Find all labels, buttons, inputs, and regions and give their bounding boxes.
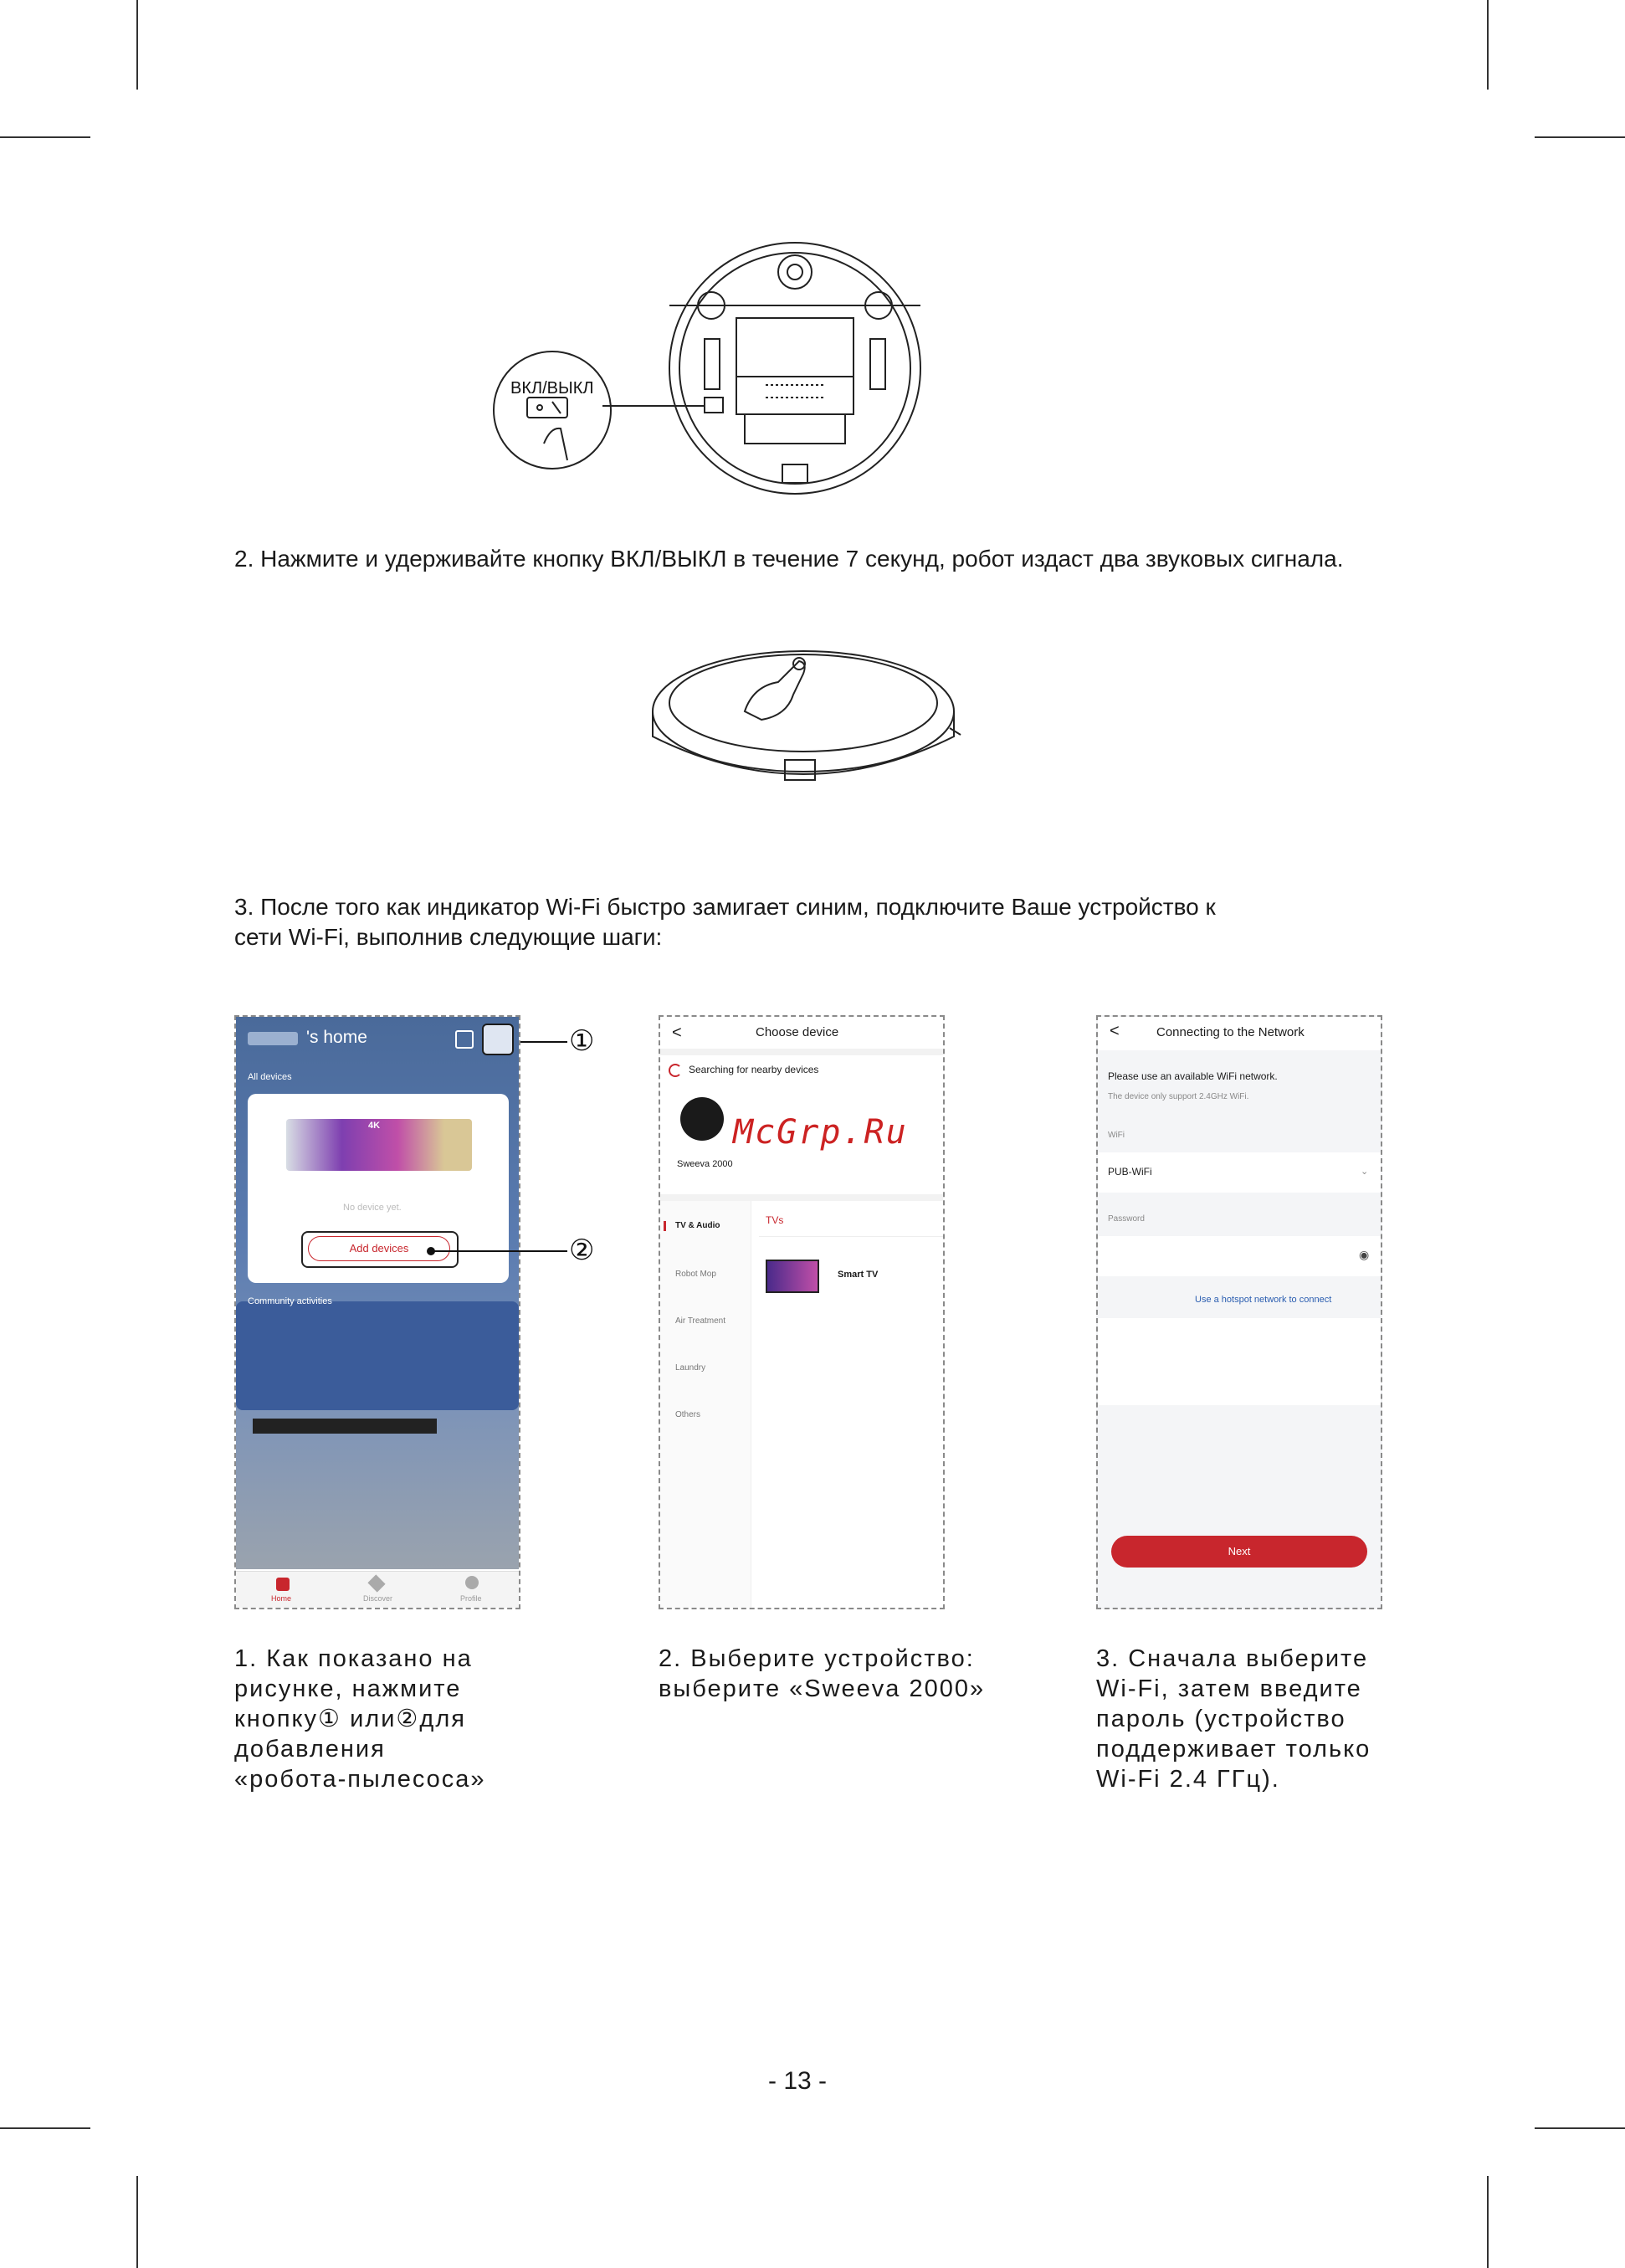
callout-2: ② xyxy=(569,1234,595,1267)
crop-mark xyxy=(0,2127,90,2129)
callout-1: ① xyxy=(569,1024,595,1058)
home-title: 's home xyxy=(306,1028,367,1047)
tab-discover[interactable]: Discover xyxy=(363,1594,393,1603)
crop-mark xyxy=(136,0,138,90)
switch-label: ВКЛ/ВЫКЛ xyxy=(510,379,594,398)
scan-icon[interactable] xyxy=(455,1030,474,1049)
instruction-text: Please use an available WiFi network. xyxy=(1108,1070,1278,1082)
eye-icon[interactable]: ◉ xyxy=(1359,1248,1370,1261)
searching-spinner-icon xyxy=(669,1064,682,1077)
chevron-down-icon[interactable]: ⌄ xyxy=(1361,1167,1369,1177)
category-others[interactable]: Others xyxy=(675,1410,701,1419)
page-number: - 13 - xyxy=(768,2067,828,2095)
step-2-text: 2. Нажмите и удерживайте кнопку ВКЛ/ВЫКЛ в течение 7 секунд, робот издаст два звуковых сигнала. xyxy=(234,546,1344,572)
next-button[interactable]: Next xyxy=(1111,1536,1367,1568)
smart-tv-thumbnail[interactable] xyxy=(766,1260,819,1293)
header-separator xyxy=(660,1049,943,1055)
content-area xyxy=(1098,1318,1381,1405)
password-input[interactable] xyxy=(1098,1236,1381,1276)
category-laundry[interactable]: Laundry xyxy=(675,1363,706,1373)
page-title: Choose device xyxy=(756,1025,839,1039)
add-circle-button[interactable] xyxy=(482,1024,514,1055)
callout-dot-2 xyxy=(427,1247,435,1255)
category-active-indicator xyxy=(664,1221,666,1231)
wifi-select[interactable]: PUB-WiFi xyxy=(1108,1166,1152,1178)
crop-mark xyxy=(1535,136,1625,138)
crop-mark xyxy=(136,2176,138,2268)
crop-mark xyxy=(1535,2127,1625,2129)
section-title-tvs: TVs xyxy=(766,1214,784,1226)
wifi-label: WiFi xyxy=(1108,1131,1125,1140)
home-icon xyxy=(276,1578,290,1591)
robot-top-illustration xyxy=(644,636,962,803)
crop-mark xyxy=(1487,2176,1489,2268)
crop-mark xyxy=(0,136,90,138)
phone-screen-network xyxy=(1096,1015,1382,1609)
section-underline xyxy=(759,1236,943,1237)
coffee-table xyxy=(253,1419,437,1434)
phone-screen-home xyxy=(234,1015,520,1609)
back-icon[interactable]: < xyxy=(1110,1022,1120,1040)
caption-step-1: 1. Как показано на рисунке, нажмите кнопку① или②для добавления «робота-пылесоса» xyxy=(234,1645,486,1793)
all-devices-label: All devices xyxy=(248,1072,292,1082)
category-air-treatment[interactable]: Air Treatment xyxy=(675,1316,726,1326)
page-title: Connecting to the Network xyxy=(1156,1025,1305,1039)
add-devices-button[interactable]: Add devices xyxy=(308,1236,450,1261)
category-tv-audio[interactable]: TV & Audio xyxy=(675,1221,720,1230)
home-name-placeholder xyxy=(248,1032,298,1045)
caption-step-2: 2. Выберите устройство: выберите «Sweeva 2000» xyxy=(659,1645,986,1702)
tab-profile[interactable]: Profile xyxy=(460,1594,482,1603)
found-device-name[interactable]: Sweeva 2000 xyxy=(677,1159,733,1169)
sofa-image xyxy=(236,1301,519,1410)
caption-step-3: 3. Сначала выберите Wi-Fi, затем введите пароль (устройство поддерживает только Wi-Fi 2.4 ГГц). xyxy=(1096,1645,1371,1793)
profile-icon xyxy=(465,1576,479,1589)
step-3-text-line1: 3. После того как индикатор Wi-Fi быстро замигает синим, подключите Ваше устройство к xyxy=(234,894,1216,920)
watermark: McGrp.Ru xyxy=(733,1113,908,1152)
banner-4k-badge: 4K xyxy=(368,1121,381,1131)
robot-thumbnail-icon[interactable] xyxy=(680,1097,724,1141)
robot-bottom-illustration xyxy=(485,234,987,502)
password-label: Password xyxy=(1108,1214,1145,1224)
phone-screen-choose-device xyxy=(659,1015,945,1609)
callout-line-1 xyxy=(520,1041,567,1043)
callout-line-2 xyxy=(430,1250,567,1252)
searching-text: Searching for nearby devices xyxy=(689,1064,819,1075)
category-robot-mop[interactable]: Robot Mop xyxy=(675,1270,716,1279)
back-icon[interactable]: < xyxy=(672,1024,682,1042)
section-separator xyxy=(660,1194,943,1201)
wifi-note: The device only support 2.4GHz WiFi. xyxy=(1108,1092,1249,1101)
crop-mark xyxy=(1487,0,1489,90)
category-sidebar xyxy=(660,1201,751,1608)
no-device-text: No device yet. xyxy=(343,1203,402,1213)
hotspot-link[interactable]: Use a hotspot network to connect xyxy=(1195,1295,1332,1305)
step-3-text-line2: сети Wi-Fi, выполнив следующие шаги: xyxy=(234,924,663,950)
tab-home[interactable]: Home xyxy=(271,1594,292,1603)
product-smart-tv[interactable]: Smart TV xyxy=(838,1270,879,1280)
community-activities-label: Community activities xyxy=(248,1296,332,1306)
